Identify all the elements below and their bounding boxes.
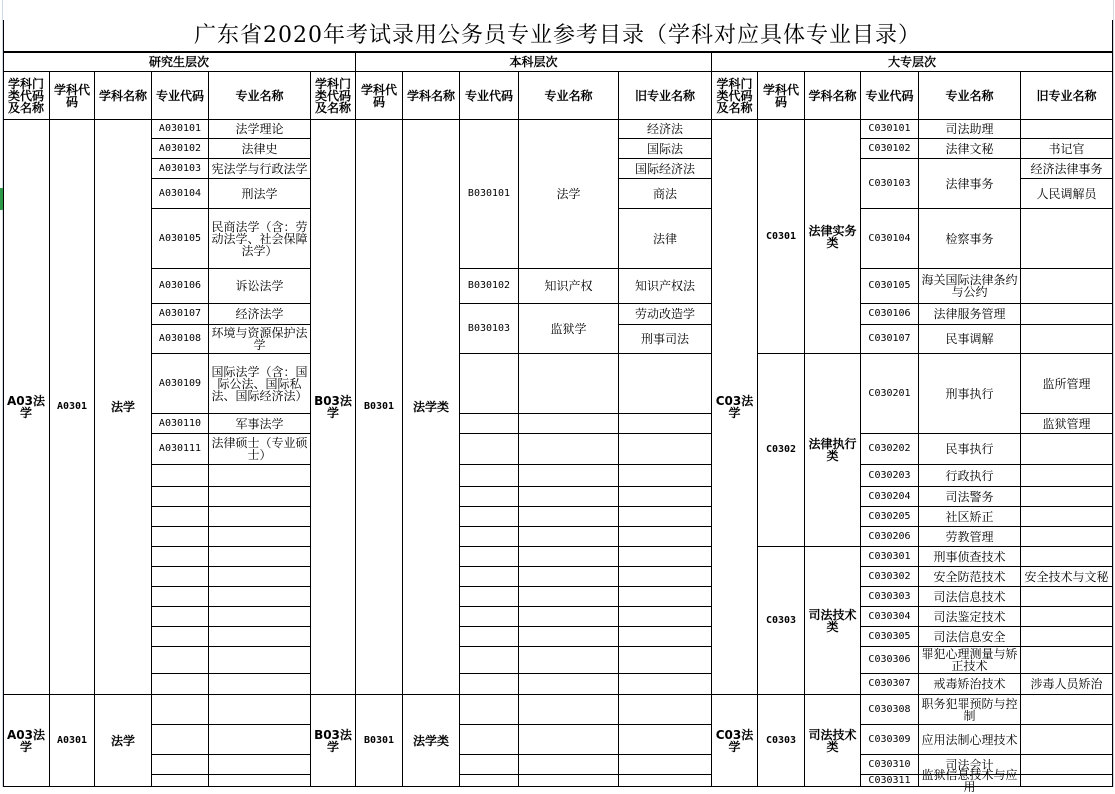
old-major-cell: 刑事司法 (619, 325, 712, 354)
major-code-cell: C030103 (861, 159, 919, 209)
major-code-cell: C030101 (861, 120, 919, 139)
major-name-cell: 安全防范技术 (919, 567, 1021, 587)
empty-cell (460, 775, 519, 787)
empty-cell (619, 414, 712, 434)
empty-cell (519, 587, 619, 607)
empty-cell (619, 725, 712, 755)
empty-cell (519, 775, 619, 787)
major-name-cell: 民事执行 (919, 434, 1021, 465)
major-code-cell: A030102 (152, 139, 209, 159)
subject-name-cell: 法律执行类 (805, 354, 861, 547)
major-code-cell: C030106 (861, 304, 919, 325)
major-code-cell: A030104 (152, 179, 209, 209)
empty-cell (619, 547, 712, 567)
major-name-cell: 法律服务管理 (919, 304, 1021, 325)
empty-cell (460, 587, 519, 607)
major-code-cell: C030202 (861, 434, 919, 465)
major-name-cell: 法律文秘 (919, 139, 1021, 159)
major-name-cell: 戒毒矫治技术 (919, 674, 1021, 695)
major-code-cell: C030206 (861, 527, 919, 547)
major-name-cell: 司法鉴定技术 (919, 607, 1021, 627)
empty-cell (519, 607, 619, 627)
major-name-cell: 法律史 (209, 139, 311, 159)
empty-cell (460, 414, 519, 434)
major-code-cell: C030201 (861, 354, 919, 434)
empty-cell (460, 507, 519, 527)
subject-name-cell: 法学类 (403, 695, 460, 787)
empty-cell (209, 547, 311, 567)
catalog-table (3, 20, 1113, 794)
major-name-cell: 法学 (519, 120, 619, 269)
empty-cell (519, 567, 619, 587)
empty-cell (619, 587, 712, 607)
empty-cell (519, 674, 619, 695)
subject-name-cell: 司法技术类 (805, 547, 861, 695)
empty-cell (209, 647, 311, 674)
major-code-cell: C030204 (861, 487, 919, 507)
empty-cell (460, 567, 519, 587)
column-header-major-code: 专业代码 (152, 72, 209, 120)
major-name-cell: 罪犯心理测量与矫正技术 (919, 647, 1021, 674)
subject-name-cell: 司法技术类 (805, 695, 861, 787)
empty-cell (209, 775, 311, 787)
major-code-cell: B030102 (460, 269, 519, 304)
old-major-cell (1021, 465, 1113, 487)
empty-cell (152, 627, 209, 647)
major-code-cell: C030311 (861, 775, 919, 787)
major-code-cell: C030203 (861, 465, 919, 487)
empty-cell (460, 527, 519, 547)
old-major-cell (1021, 120, 1113, 139)
empty-cell (519, 414, 619, 434)
empty-cell (209, 487, 311, 507)
major-name-cell: 宪法学与行政法学 (209, 159, 311, 179)
old-major-cell: 经济法 (619, 120, 712, 139)
level-header-undergraduate: 本科层次 (356, 52, 712, 72)
level-header-college: 大专层次 (712, 52, 1113, 72)
old-major-cell: 涉毒人员矫治 (1021, 674, 1113, 695)
subject-name-cell: 法律实务类 (805, 120, 861, 354)
column-header-subject-code: 学科代码 (50, 72, 95, 120)
empty-cell (619, 775, 712, 787)
old-major-cell (1021, 755, 1113, 775)
empty-cell (619, 695, 712, 725)
empty-cell (152, 755, 209, 775)
empty-cell (152, 527, 209, 547)
old-major-cell: 人民调解员 (1021, 179, 1113, 209)
old-major-cell (1021, 209, 1113, 269)
column-header-category: 学科门类代码及名称 (311, 72, 356, 120)
major-name-cell: 监狱信息技术与应用 (919, 775, 1021, 787)
column-header-old-major-name: 旧专业名称 (619, 72, 712, 120)
column-header-old-major-name: 旧专业名称 (1021, 72, 1113, 120)
old-major-cell (1021, 487, 1113, 507)
major-code-cell: C030301 (861, 547, 919, 567)
old-major-cell: 安全技术与文秘 (1021, 567, 1113, 587)
major-code-cell: C030305 (861, 627, 919, 647)
empty-cell (619, 487, 712, 507)
empty-cell (209, 527, 311, 547)
old-major-cell: 经济法律事务 (1021, 159, 1113, 179)
major-code-cell: C030308 (861, 695, 919, 725)
empty-cell (519, 725, 619, 755)
major-code-cell: A030108 (152, 325, 209, 354)
major-name-cell: 海关国际法律条约与公约 (919, 269, 1021, 304)
empty-cell (519, 647, 619, 674)
column-header-subject-name: 学科名称 (403, 72, 460, 120)
major-code-cell: A030106 (152, 269, 209, 304)
empty-cell (209, 465, 311, 487)
subject-code-cell: B0301 (356, 120, 403, 695)
subject-name-cell: 法学类 (403, 120, 460, 695)
old-major-cell (1021, 507, 1113, 527)
empty-cell (519, 434, 619, 465)
empty-cell (519, 695, 619, 725)
category-cell: A03法学 (3, 120, 50, 695)
major-code-cell: A030110 (152, 414, 209, 434)
empty-cell (460, 607, 519, 627)
empty-cell (209, 725, 311, 755)
major-name-cell: 诉讼法学 (209, 269, 311, 304)
empty-cell (619, 434, 712, 465)
major-name-cell: 刑法学 (209, 179, 311, 209)
old-major-cell (1021, 607, 1113, 627)
empty-cell (152, 647, 209, 674)
empty-cell (619, 627, 712, 647)
empty-cell (619, 755, 712, 775)
old-major-cell (1021, 775, 1113, 787)
major-name-cell: 司法助理 (919, 120, 1021, 139)
old-major-cell (1021, 547, 1113, 567)
empty-cell (619, 465, 712, 487)
empty-cell (152, 587, 209, 607)
old-major-cell: 监狱管理 (1021, 414, 1113, 434)
category-cell: C03法学 (712, 695, 758, 787)
major-code-cell: A030107 (152, 304, 209, 325)
major-code-cell: A030101 (152, 120, 209, 139)
column-header-major-name: 专业名称 (919, 72, 1021, 120)
old-major-cell: 国际法 (619, 139, 712, 159)
major-name-cell: 军事法学 (209, 414, 311, 434)
empty-cell (152, 507, 209, 527)
old-major-cell (1021, 695, 1113, 725)
major-code-cell: B030101 (460, 120, 519, 269)
empty-cell (152, 775, 209, 787)
old-major-cell: 劳动改造学 (619, 304, 712, 325)
empty-cell (619, 507, 712, 527)
major-code-cell: B030103 (460, 304, 519, 354)
old-major-cell (1021, 725, 1113, 755)
subject-code-cell: A0301 (50, 695, 95, 787)
old-major-cell (1021, 434, 1113, 465)
empty-cell (152, 567, 209, 587)
category-cell: B03法学 (311, 120, 356, 695)
column-header-major-name: 专业名称 (519, 72, 619, 120)
major-code-cell: C030304 (861, 607, 919, 627)
empty-cell (519, 547, 619, 567)
subject-code-cell: A0301 (50, 120, 95, 695)
empty-cell (209, 674, 311, 695)
empty-cell (152, 465, 209, 487)
major-code-cell: C030310 (861, 755, 919, 775)
major-code-cell: A030105 (152, 209, 209, 269)
empty-cell (152, 607, 209, 627)
column-header-subject-code: 学科代码 (758, 72, 805, 120)
major-name-cell: 法学理论 (209, 120, 311, 139)
major-name-cell: 社区矫正 (919, 507, 1021, 527)
major-code-cell: A030103 (152, 159, 209, 179)
empty-cell (519, 507, 619, 527)
subject-name-cell: 法学 (95, 695, 152, 787)
major-name-cell: 法律事务 (919, 159, 1021, 209)
subject-code-cell: C0303 (758, 547, 805, 695)
old-major-cell: 商法 (619, 179, 712, 209)
major-name-cell: 知识产权 (519, 269, 619, 304)
empty-cell (209, 755, 311, 775)
old-major-cell (1021, 627, 1113, 647)
subject-code-cell: C0302 (758, 354, 805, 547)
column-header-major-code: 专业代码 (460, 72, 519, 120)
empty-cell (619, 567, 712, 587)
column-header-subject-code: 学科代码 (356, 72, 403, 120)
major-name-cell: 职务犯罪预防与控制 (919, 695, 1021, 725)
major-name-cell: 国际法学（含：国际公法、国际私法、国际经济法） (209, 354, 311, 414)
major-name-cell: 环境与资源保护法学 (209, 325, 311, 354)
major-code-cell: C030309 (861, 725, 919, 755)
empty-cell (519, 627, 619, 647)
empty-cell (209, 587, 311, 607)
major-code-cell: C030205 (861, 507, 919, 527)
empty-cell (209, 695, 311, 725)
old-major-cell (1021, 647, 1113, 674)
empty-cell (460, 434, 519, 465)
subject-code-cell: C0301 (758, 120, 805, 354)
major-code-cell: C030107 (861, 325, 919, 354)
old-major-cell: 书记官 (1021, 139, 1113, 159)
column-header-major-name: 专业名称 (209, 72, 311, 120)
old-major-cell (1021, 325, 1113, 354)
category-cell: C03法学 (712, 120, 758, 695)
major-code-cell: C030302 (861, 567, 919, 587)
empty-cell (209, 627, 311, 647)
major-code-cell: A030111 (152, 434, 209, 465)
empty-cell (209, 567, 311, 587)
empty-cell (619, 607, 712, 627)
empty-cell (152, 547, 209, 567)
major-name-cell: 检察事务 (919, 209, 1021, 269)
empty-cell (519, 527, 619, 547)
old-major-cell (1021, 587, 1113, 607)
major-code-cell: C030306 (861, 647, 919, 674)
column-header-subject-name: 学科名称 (95, 72, 152, 120)
empty-cell (460, 695, 519, 725)
empty-cell (460, 627, 519, 647)
empty-cell (460, 674, 519, 695)
empty-cell (619, 354, 712, 414)
empty-cell (460, 755, 519, 775)
empty-cell (152, 487, 209, 507)
empty-cell (460, 725, 519, 755)
empty-cell (519, 354, 619, 414)
major-name-cell: 司法信息技术 (919, 587, 1021, 607)
empty-cell (519, 465, 619, 487)
level-header-graduate: 研究生层次 (3, 52, 356, 72)
major-name-cell: 劳教管理 (919, 527, 1021, 547)
old-major-cell: 国际经济法 (619, 159, 712, 179)
category-cell: A03法学 (3, 695, 50, 787)
empty-cell (209, 607, 311, 627)
empty-cell (209, 507, 311, 527)
major-name-cell: 司法信息安全 (919, 627, 1021, 647)
major-name-cell: 监狱学 (519, 304, 619, 354)
empty-cell (519, 755, 619, 775)
major-name-cell: 刑事执行 (919, 354, 1021, 434)
old-major-cell (1021, 304, 1113, 325)
old-major-cell (1021, 269, 1113, 304)
major-name-cell: 刑事侦查技术 (919, 547, 1021, 567)
subject-code-cell: C0303 (758, 695, 805, 787)
major-name-cell: 司法警务 (919, 487, 1021, 507)
subject-code-cell: B0301 (356, 695, 403, 787)
empty-cell (152, 725, 209, 755)
major-code-cell: C030104 (861, 209, 919, 269)
column-header-category: 学科门类代码及名称 (712, 72, 758, 120)
subject-name-cell: 法学 (95, 120, 152, 695)
major-name-cell: 应用法制心理技术 (919, 725, 1021, 755)
empty-cell (460, 354, 519, 414)
empty-cell (619, 674, 712, 695)
old-major-cell: 知识产权法 (619, 269, 712, 304)
major-code-cell: C030307 (861, 674, 919, 695)
empty-cell (460, 465, 519, 487)
major-code-cell: C030105 (861, 269, 919, 304)
empty-cell (152, 695, 209, 725)
major-name-cell: 经济法学 (209, 304, 311, 325)
page-title: 广东省2020年考试录用公务员专业参考目录（学科对应具体专业目录） (3, 20, 1113, 52)
empty-cell (460, 647, 519, 674)
major-name-cell: 民商法学（含：劳动法学、社会保障法学） (209, 209, 311, 269)
empty-cell (519, 487, 619, 507)
old-major-cell: 监所管理 (1021, 354, 1113, 414)
old-major-cell (1021, 527, 1113, 547)
major-name-cell: 法律硕士（专业硕士） (209, 434, 311, 465)
column-header-major-code: 专业代码 (861, 72, 919, 120)
category-cell: B03法学 (311, 695, 356, 787)
major-name-cell: 行政执行 (919, 465, 1021, 487)
column-header-subject-name: 学科名称 (805, 72, 861, 120)
empty-cell (619, 647, 712, 674)
empty-cell (460, 547, 519, 567)
major-code-cell: C030102 (861, 139, 919, 159)
old-major-cell: 法律 (619, 209, 712, 269)
empty-cell (152, 674, 209, 695)
major-name-cell: 司法会计 (919, 755, 1021, 775)
column-header-category: 学科门类代码及名称 (3, 72, 50, 120)
major-code-cell: C030303 (861, 587, 919, 607)
empty-cell (619, 527, 712, 547)
major-code-cell: A030109 (152, 354, 209, 414)
major-name-cell: 民事调解 (919, 325, 1021, 354)
empty-cell (460, 487, 519, 507)
